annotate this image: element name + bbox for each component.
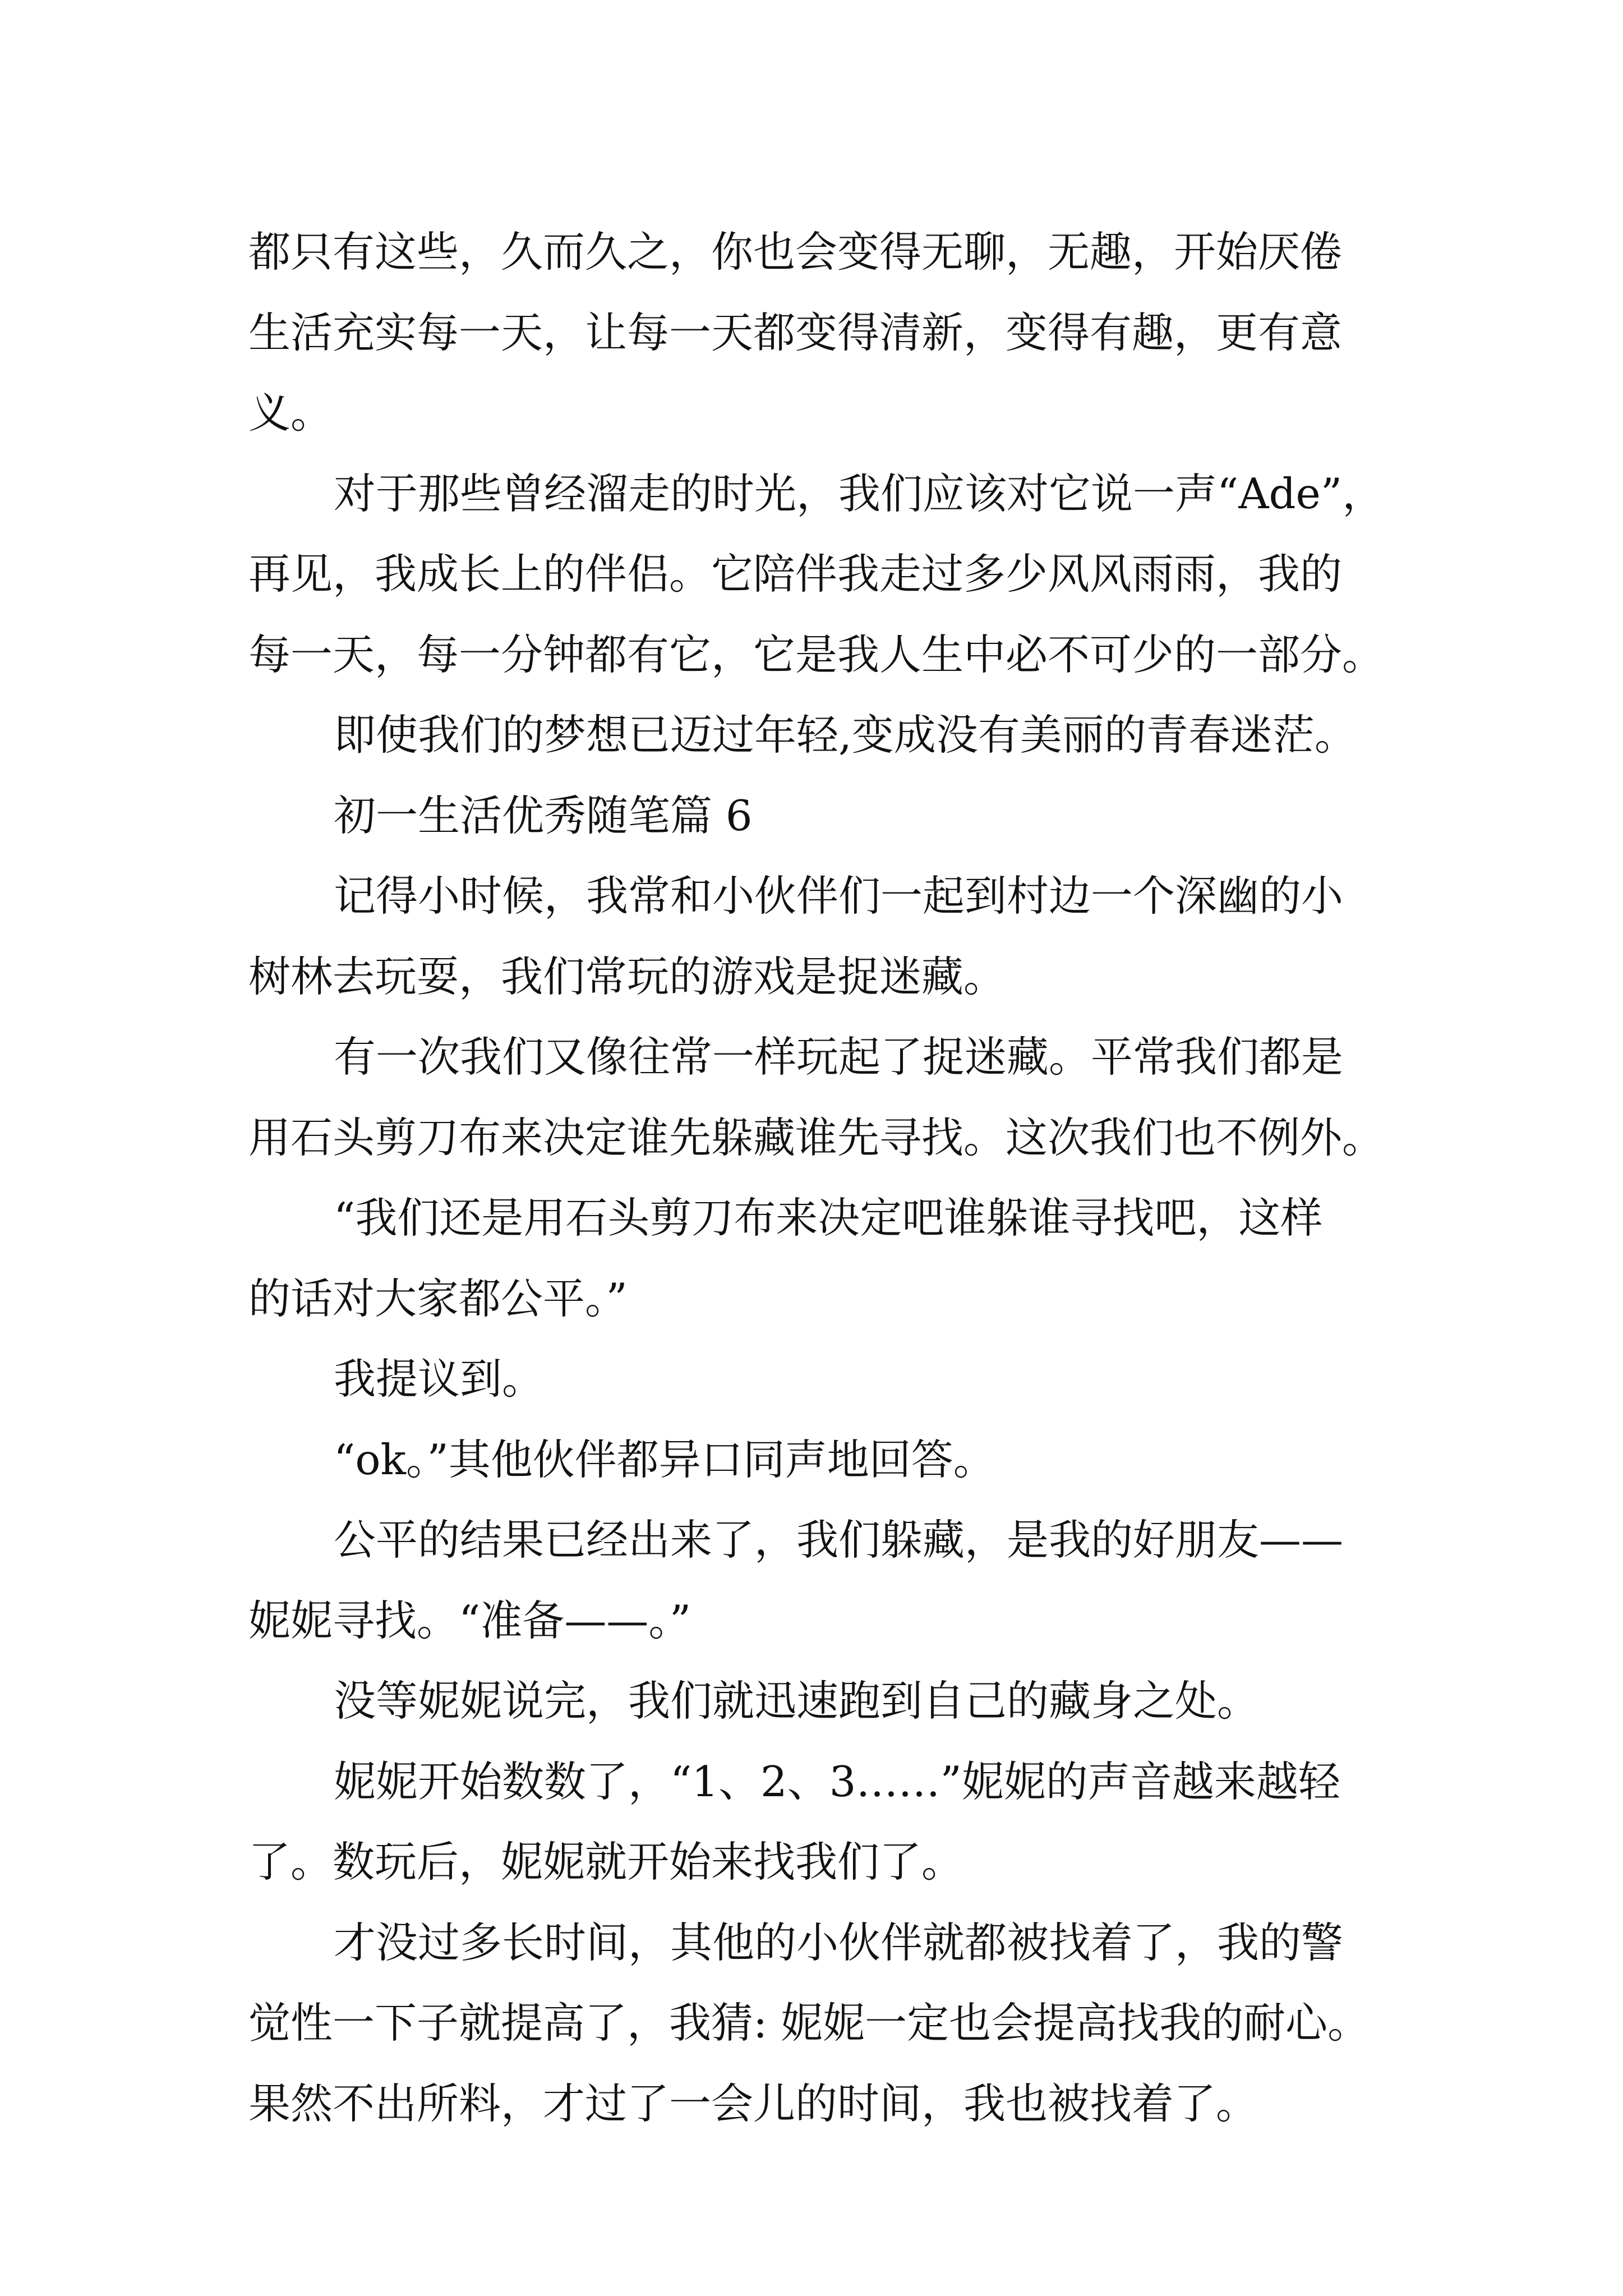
text-line: 公平的结果已经出来了，我们躲藏，是我的好朋友—— (334, 1515, 1344, 1565)
text-line: 生活充实每一天，让每一天都变得清新，变得有趣，更有意 (248, 307, 1343, 357)
text-line: 我提议到。 (334, 1354, 545, 1404)
text-line: “我们还是用石头剪刀布来决定吧谁躲谁寻找吧，这样 (334, 1193, 1323, 1243)
text-line: 都只有这些，久而久之，你也会变得无聊，无趣，开始厌倦 (248, 227, 1343, 277)
text-line: 即使我们的梦想已迈过年轻,变成没有美丽的青春迷茫。 (334, 710, 1357, 760)
text-line: 才没过多长时间，其他的小伙伴就都被找着了，我的警 (334, 1917, 1344, 1967)
text-line: 的话对大家都公平。” (248, 1273, 628, 1323)
document-body (248, 212, 1393, 2144)
text-line: 妮妮开始数数了，“1、2、3……”妮妮的声音越来越轻 (334, 1756, 1340, 1806)
text-line: 妮妮寻找。“准备——。” (248, 1595, 691, 1645)
text-line: 用石头剪刀布来决定谁先躲藏谁先寻找。这次我们也不例外。 (248, 1112, 1385, 1162)
text-line: 觉性一下子就提高了，我猜: 妮妮一定也会提高找我的耐心。 (248, 1998, 1370, 2047)
text-line: 记得小时候，我常和小伙伴们一起到村边一个深幽的小 (334, 871, 1344, 921)
text-line: 树林去玩耍，我们常玩的游戏是捉迷藏。 (248, 951, 1006, 1001)
text-line: 有一次我们又像往常一样玩起了捉迷藏。平常我们都是 (334, 1032, 1344, 1082)
text-line: 没等妮妮说完，我们就迅速跑到自己的藏身之处。 (334, 1676, 1260, 1726)
text-line: 再见，我成长上的伴侣。它陪伴我走过多少风风雨雨，我的 (248, 549, 1343, 599)
section-heading: 初一生活优秀随笔篇 6 (334, 790, 753, 840)
text-line: 对于那些曾经溜走的时光，我们应该对它说一声“Ade”， (334, 468, 1385, 518)
text-line: 了。数玩后，妮妮就开始来找我们了。 (248, 1837, 964, 1887)
text-line: “ok。”其他伙伴都异口同声地回答。 (334, 1434, 995, 1484)
text-line: 每一天，每一分钟都有它，它是我人生中必不可少的一部分。 (248, 629, 1385, 679)
text-line: 果然不出所料，才过了一会儿的时间，我也被找着了。 (248, 2078, 1258, 2128)
text-line: 义。 (248, 388, 333, 438)
